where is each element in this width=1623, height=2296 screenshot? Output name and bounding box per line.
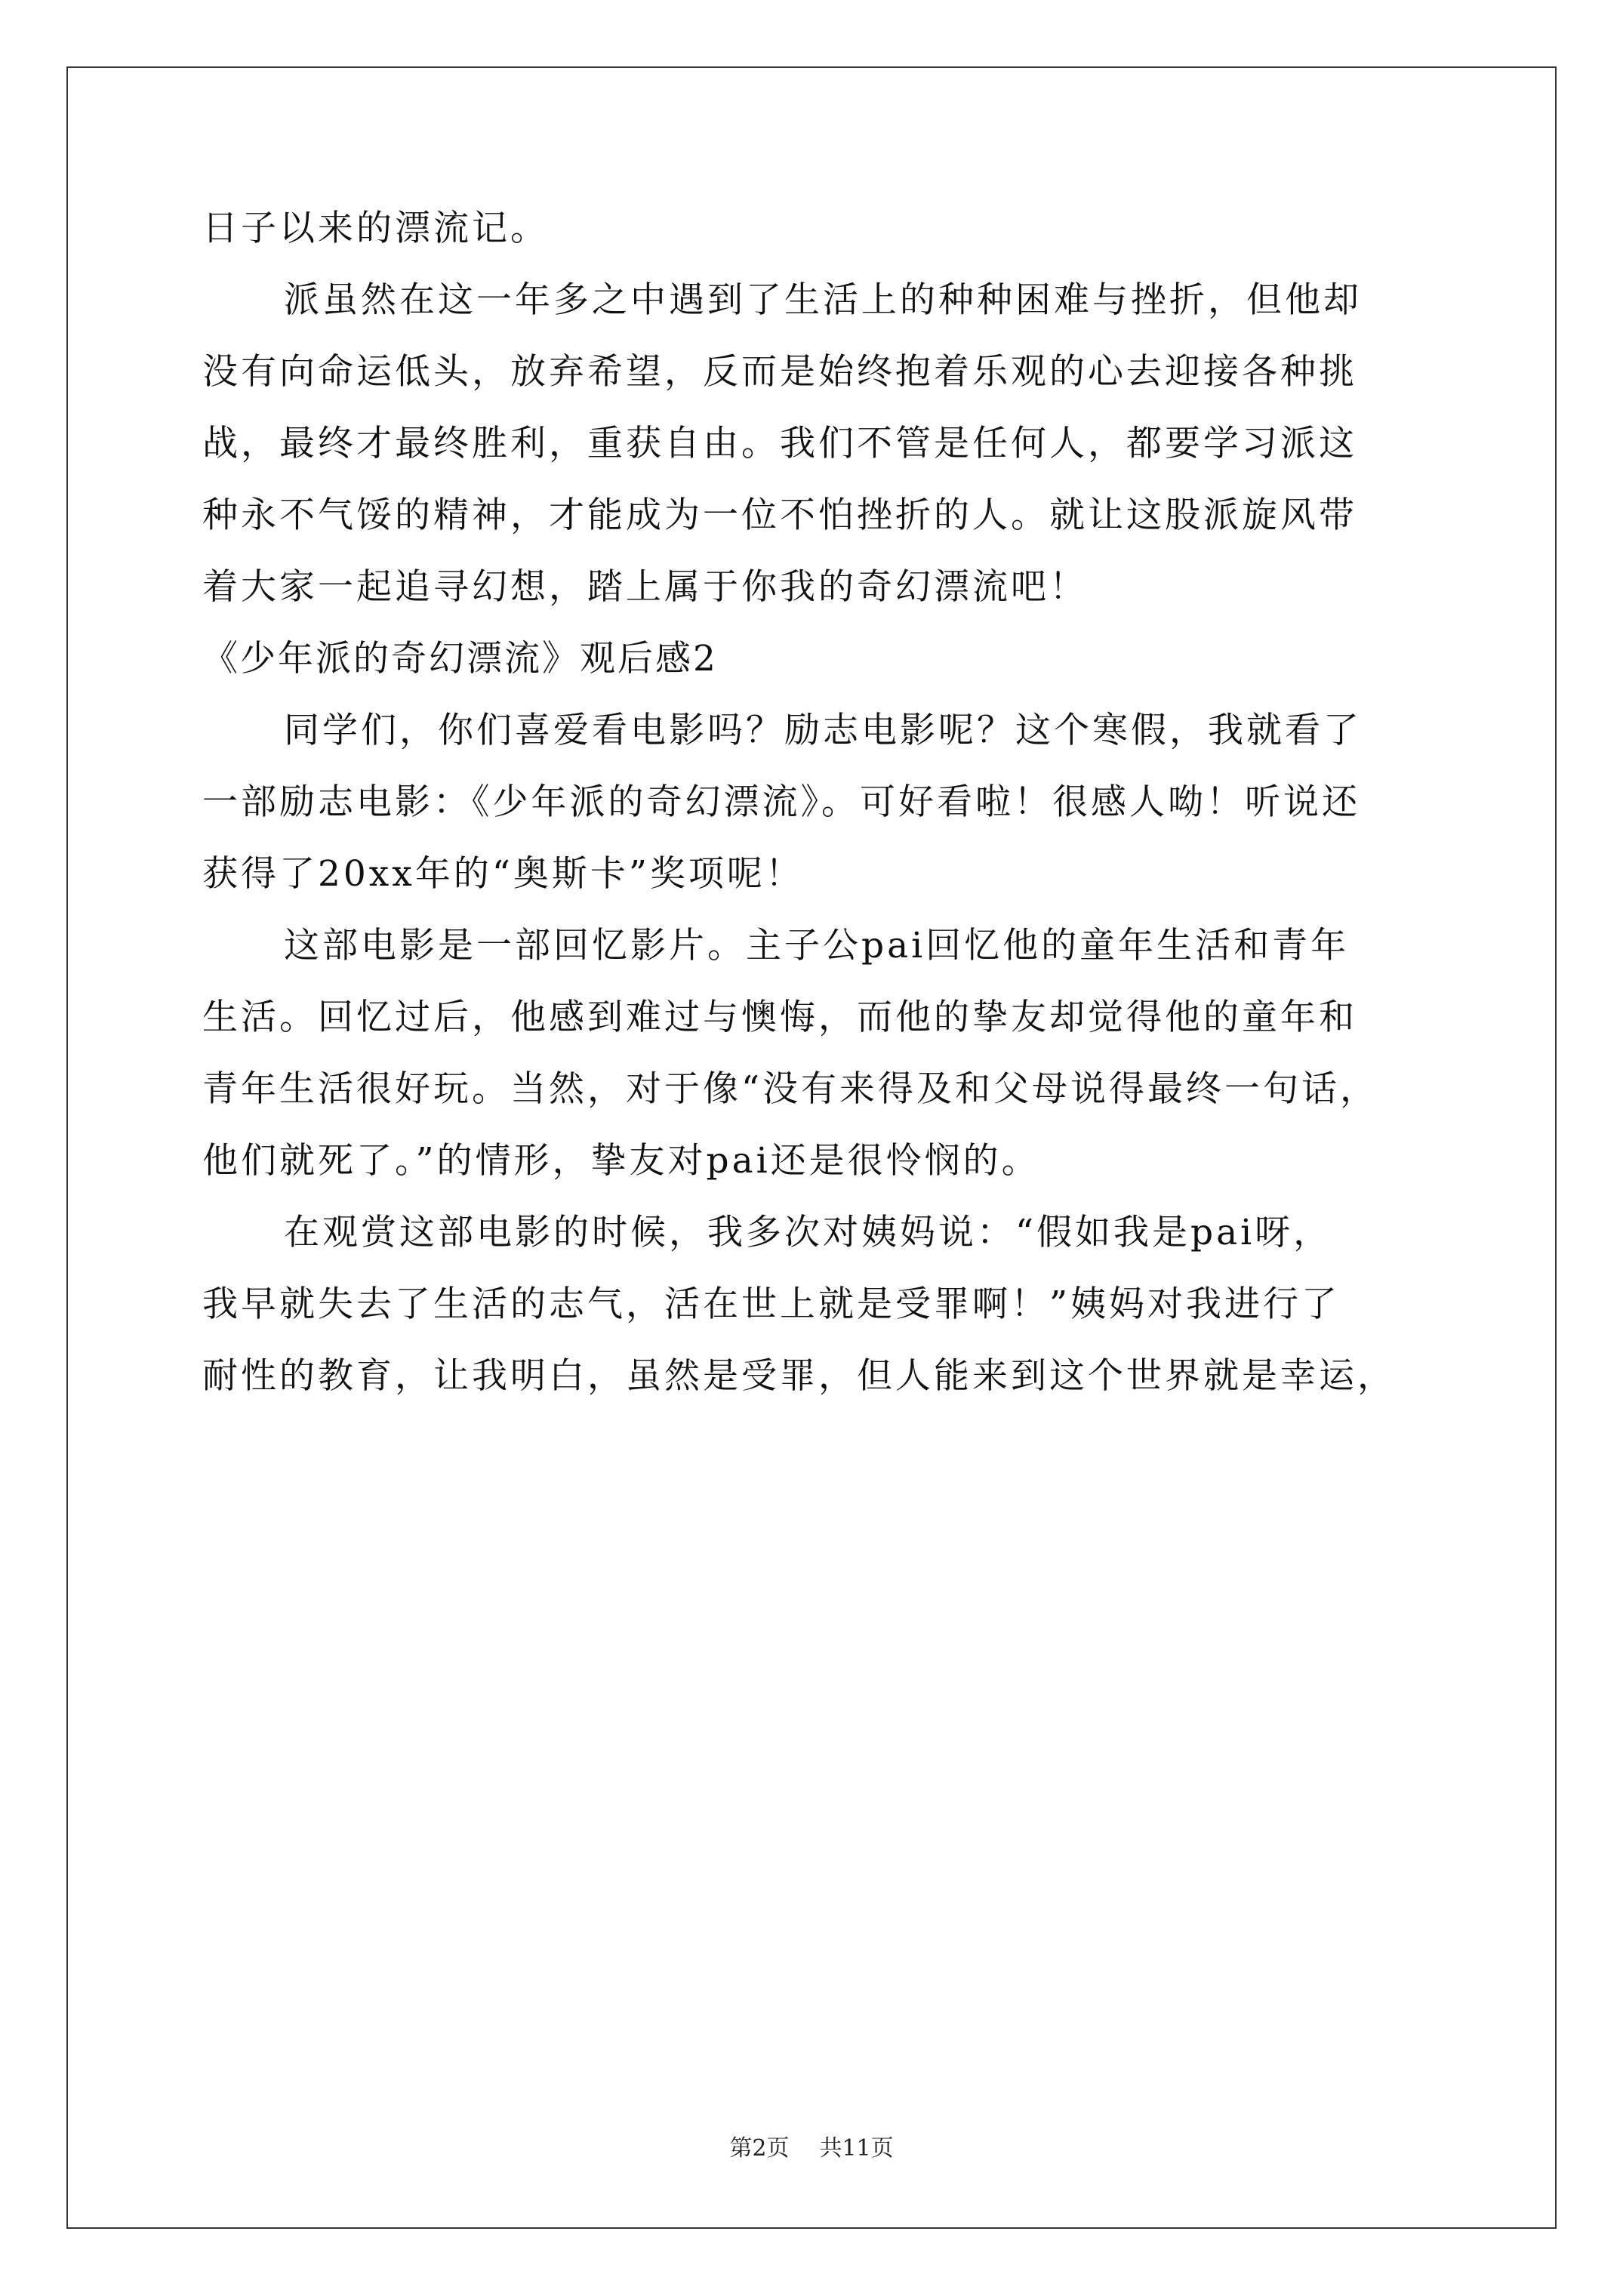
page-number: 第2页 xyxy=(729,2135,790,2162)
paragraph-line: 没有向命运低头，放弃希望，反而是始终抱着乐观的心去迎接各种挑 xyxy=(202,351,1357,393)
paragraph-line: 耐性的教育，让我明白，虽然是受罪，但人能来到这个世界就是幸运， xyxy=(202,1355,1396,1397)
paragraph-line: 在观赏这部电影的时候，我多次对姨妈说：“假如我是pai呀， xyxy=(284,1212,1332,1253)
paragraph-line: 一部励志电影：《少年派的奇幻漂流》。可好看啦！很感人呦！听说还 xyxy=(202,781,1360,823)
section-heading: 《少年派的奇幻漂流》观后感2 xyxy=(202,638,718,680)
paragraph-line: 种永不气馁的精神，才能成为一位不怕挫折的人。就让这股派旋风带 xyxy=(202,495,1357,536)
paragraph-line: 生活。回忆过后，他感到难过与懊悔，而他的挚友却觉得他的童年和 xyxy=(202,997,1357,1038)
paragraph-line: 着大家一起追寻幻想，踏上属于你我的奇幻漂流吧！ xyxy=(202,566,1088,608)
paragraph-line: 青年生活很好玩。当然，对于像“没有来得及和父母说得最终一句话， xyxy=(202,1068,1379,1110)
paragraph-line: 这部电影是一部回忆影片。主子公pai回忆他的童年生活和青年 xyxy=(284,925,1350,966)
paragraph-line: 他们就死了。”的情形，挚友对pai还是很怜悯的。 xyxy=(202,1140,1040,1182)
paragraph-line: 派虽然在这一年多之中遇到了生活上的种种困难与挫折，但他却 xyxy=(284,279,1362,321)
paragraph-line: 获得了20xx年的“奥斯卡”奖项呢！ xyxy=(202,853,804,895)
page-footer xyxy=(0,2134,1623,2164)
paragraph-line: 日子以来的漂流记。 xyxy=(202,208,549,249)
document-body xyxy=(202,193,1440,1412)
paragraph-line: 战，最终才最终胜利，重获自由。我们不管是任何人，都要学习派这 xyxy=(202,423,1357,464)
paragraph-line: 同学们，你们喜爱看电影吗？励志电影呢？这个寒假，我就看了 xyxy=(284,710,1362,751)
page-total: 共11页 xyxy=(819,2135,894,2162)
paragraph-line: 我早就失去了生活的志气，活在世上就是受罪啊！”姨妈对我进行了 xyxy=(202,1284,1341,1325)
